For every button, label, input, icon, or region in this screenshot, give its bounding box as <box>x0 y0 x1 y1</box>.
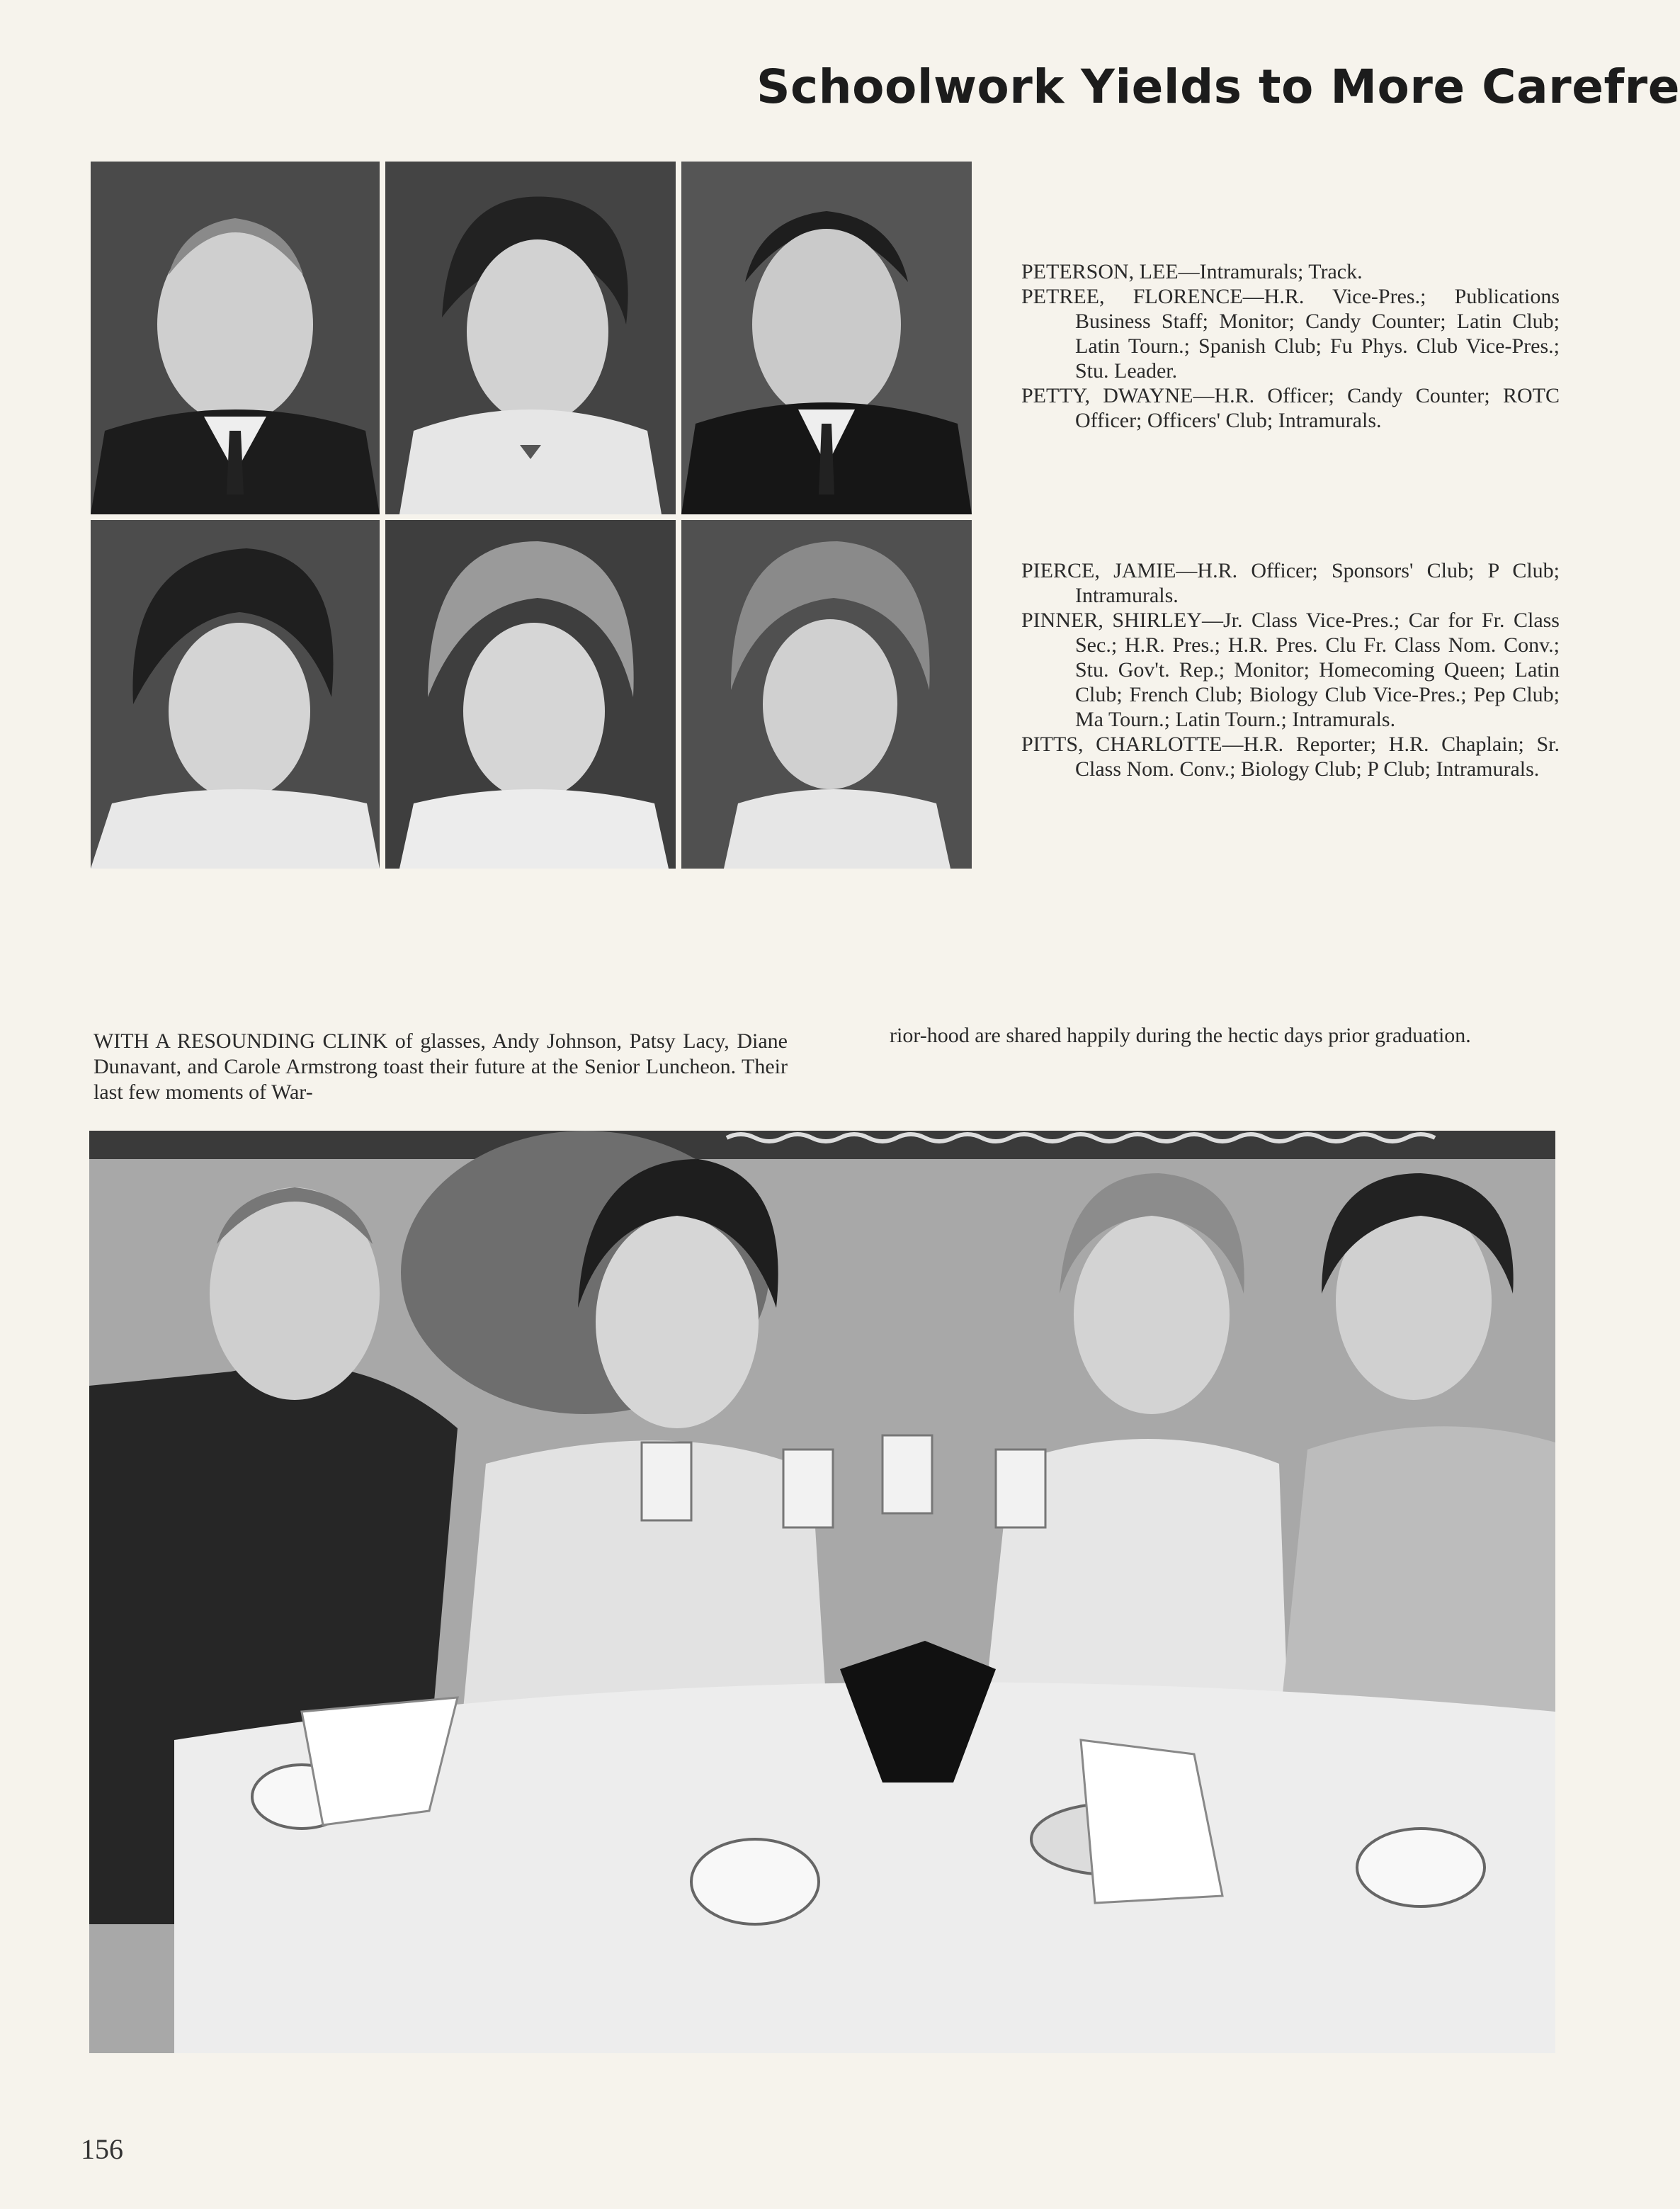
bio-entry: PETTY, DWAYNE—H.R. Officer; Candy Counter; ROTC Officer; Officers' Club; Intramurals. <box>1021 384 1560 432</box>
page-number: 156 <box>81 2133 123 2165</box>
bio-entry: PETREE, FLORENCE—H.R. Vice-Pres.; Publications Business Staff; Monitor; Candy Counter; Latin Club; Latin Tourn.; Spanish Club; Fu Phys. Club Vice-Pres.; Stu. Leader. <box>1021 285 1560 383</box>
bio-group-top <box>1021 259 1560 433</box>
portrait-pitts-charlotte <box>681 520 972 869</box>
portrait-petree-florence <box>385 162 676 514</box>
portrait-peterson-lee <box>91 162 380 514</box>
portrait-petty-dwayne <box>681 162 972 514</box>
bio-group-bottom <box>1021 558 1560 781</box>
page-title: Schoolwork Yields to More Carefre <box>756 60 1680 114</box>
photo-caption-col1: WITH A RESOUNDING CLINK of glasses, Andy Johnson, Patsy Lacy, Diane Dunavant, and Carole Armstrong toast their future at the Senior Luncheon. Their last few moments of War- <box>93 1029 788 1104</box>
bio-entry: PINNER, SHIRLEY—Jr. Class Vice-Pres.; Car for Fr. Class Sec.; H.R. Pres.; H.R. Pres. Clu Fr. Class Nom. Conv.; Stu. Gov't. Rep.; Monitor; Homecoming Queen; Latin Club; French Club; Biology Club Vice-Pres.; Pep Club; Ma Tourn.; Latin Tourn.; Intramurals. <box>1021 609 1560 731</box>
senior-luncheon-photo <box>89 1131 1555 2053</box>
portrait-pierce-jamie <box>91 520 380 869</box>
photo-caption-col2: rior-hood are shared happily during the hectic days prior graduation. <box>890 1024 1471 1047</box>
bio-entry: PITTS, CHARLOTTE—H.R. Reporter; H.R. Chaplain; Sr. Class Nom. Conv.; Biology Club; P Club; Intramurals. <box>1021 733 1560 781</box>
bio-entry: PIERCE, JAMIE—H.R. Officer; Sponsors' Club; P Club; Intramurals. <box>1021 559 1560 607</box>
bio-entry: PETERSON, LEE—Intramurals; Track. <box>1021 260 1363 283</box>
portrait-pinner-shirley <box>385 520 676 869</box>
